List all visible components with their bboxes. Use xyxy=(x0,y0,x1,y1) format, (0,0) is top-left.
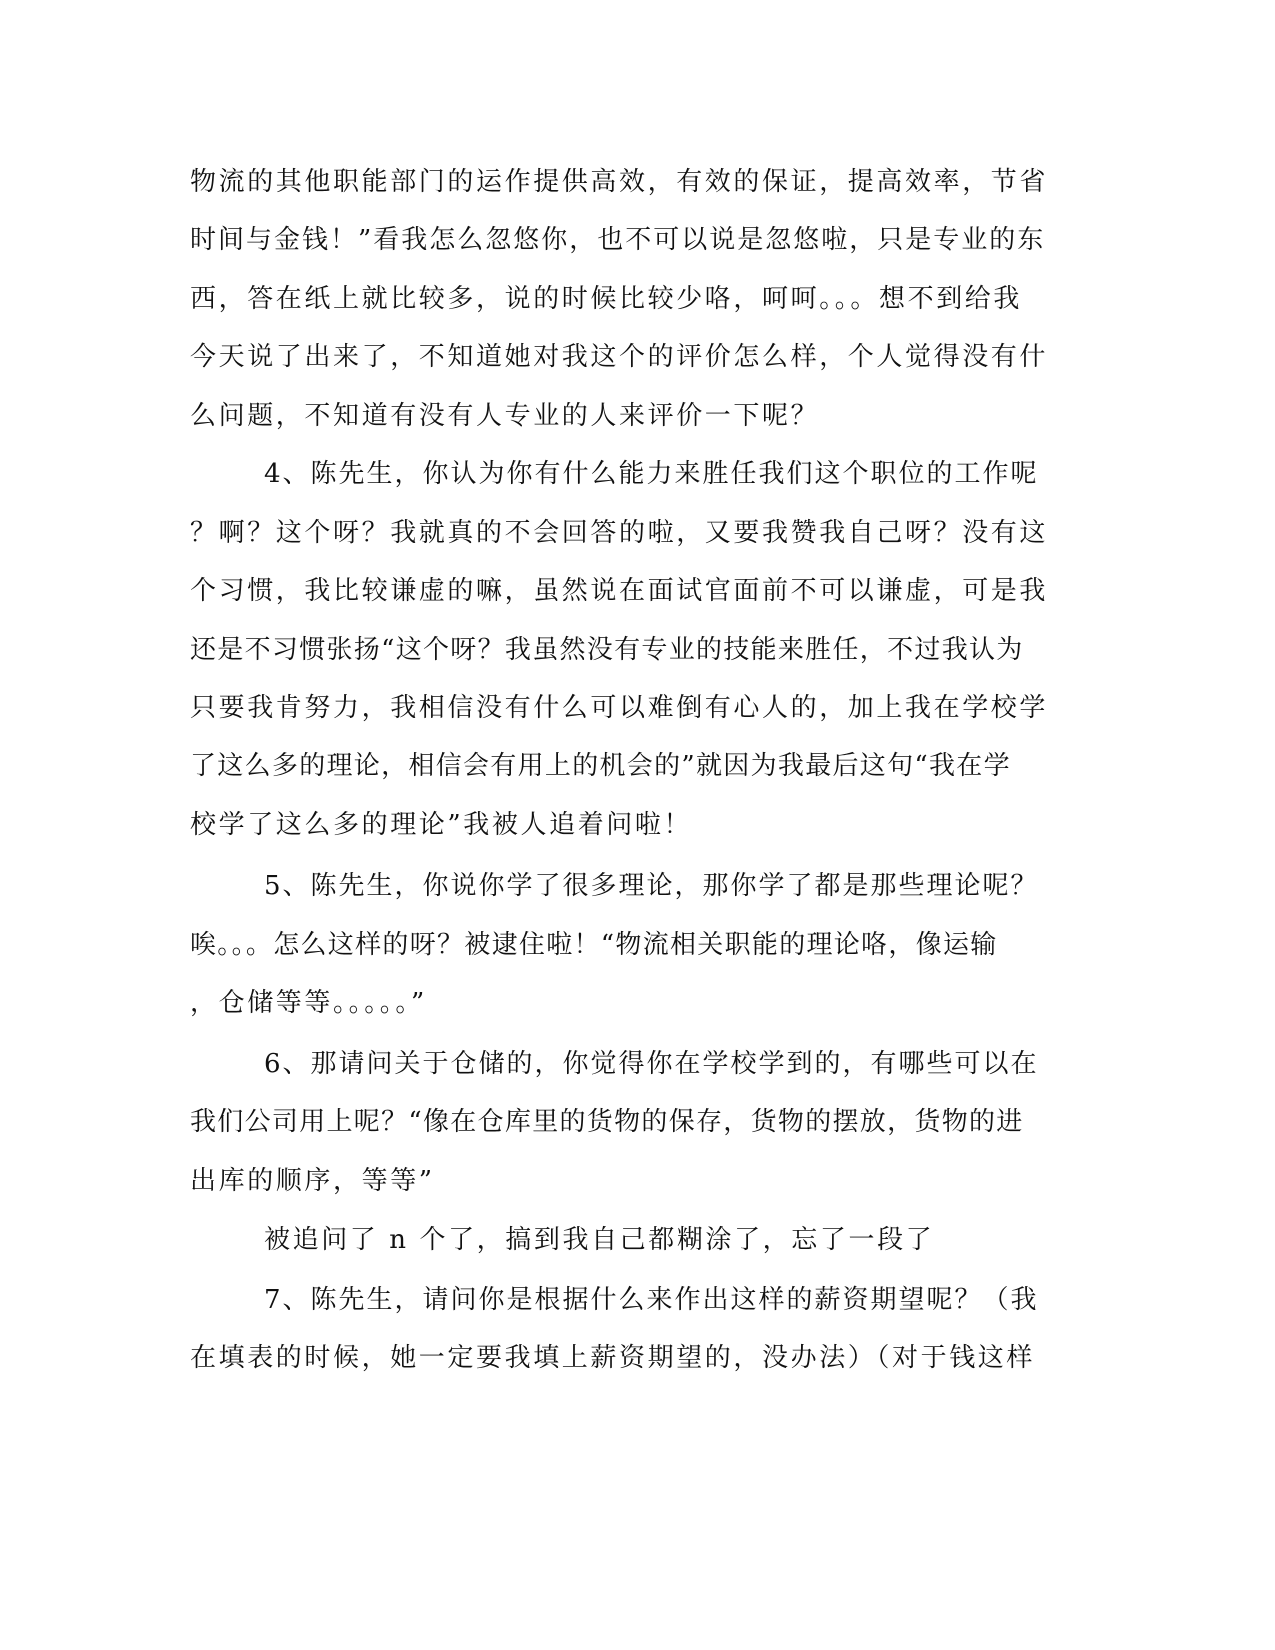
text-line: 么问题，不知道有没有人专业的人来评价一下呢？ xyxy=(190,401,820,431)
text-line: 6、那请问关于仓储的，你觉得你在学校学到的，有哪些可以在 xyxy=(264,1049,1039,1079)
text-line: 7、陈先生，请问你是根据什么来作出这样的薪资期望呢？（我 xyxy=(264,1285,1039,1315)
text-line: 只要我肯努力，我相信没有什么可以难倒有心人的，加上我在学校学 xyxy=(190,693,1049,723)
text-line: 唉。。。怎么这样的呀？被逮住啦！“物流相关职能的理论咯，像运输 xyxy=(190,930,998,960)
text-line: 个习惯，我比较谦虚的嘛，虽然说在面试官面前不可以谦虚，可是我 xyxy=(190,576,1049,606)
text-line: 5、陈先生，你说你学了很多理论，那你学了都是那些理论呢？ xyxy=(264,871,1039,901)
text-line: ，仓储等等。。。。。” xyxy=(190,988,427,1018)
text-line: 校学了这么多的理论”我被人追着问啦！ xyxy=(190,810,693,840)
text-line: 西，答在纸上就比较多，说的时候比较少咯，呵呵。。。想不到给我 xyxy=(190,284,1023,314)
text-line: 被追问了 n 个了，搞到我自己都糊涂了，忘了一段了 xyxy=(264,1225,935,1255)
text-line: 还是不习惯张扬“这个呀？我虽然没有专业的技能来胜任，不过我认为 xyxy=(190,635,1024,665)
text-line: 4、陈先生，你认为你有什么能力来胜任我们这个职位的工作呢 xyxy=(264,459,1039,489)
text-line: 我们公司用上呢？“像在仓库里的货物的保存，货物的摆放，货物的进 xyxy=(190,1107,1024,1137)
text-line: 了这么多的理论，相信会有用上的机会的”就因为我最后这句“我在学 xyxy=(190,751,1011,781)
text-line: ？啊？这个呀？我就真的不会回答的啦，又要我赞我自己呀？没有这 xyxy=(190,518,1049,548)
text-line: 今天说了出来了，不知道她对我这个的评价怎么样，个人觉得没有什 xyxy=(190,342,1049,372)
text-line: 时间与金钱！”看我怎么忽悠你，也不可以说是忽悠啦，只是专业的东 xyxy=(190,225,1046,255)
text-line: 出库的顺序，等等” xyxy=(190,1166,435,1196)
text-line: 在填表的时候，她一定要我填上薪资期望的，没办法）（对于钱这样 xyxy=(190,1343,1036,1373)
text-line: 物流的其他职能部门的运作提供高效，有效的保证，提高效率，节省 xyxy=(190,167,1049,197)
